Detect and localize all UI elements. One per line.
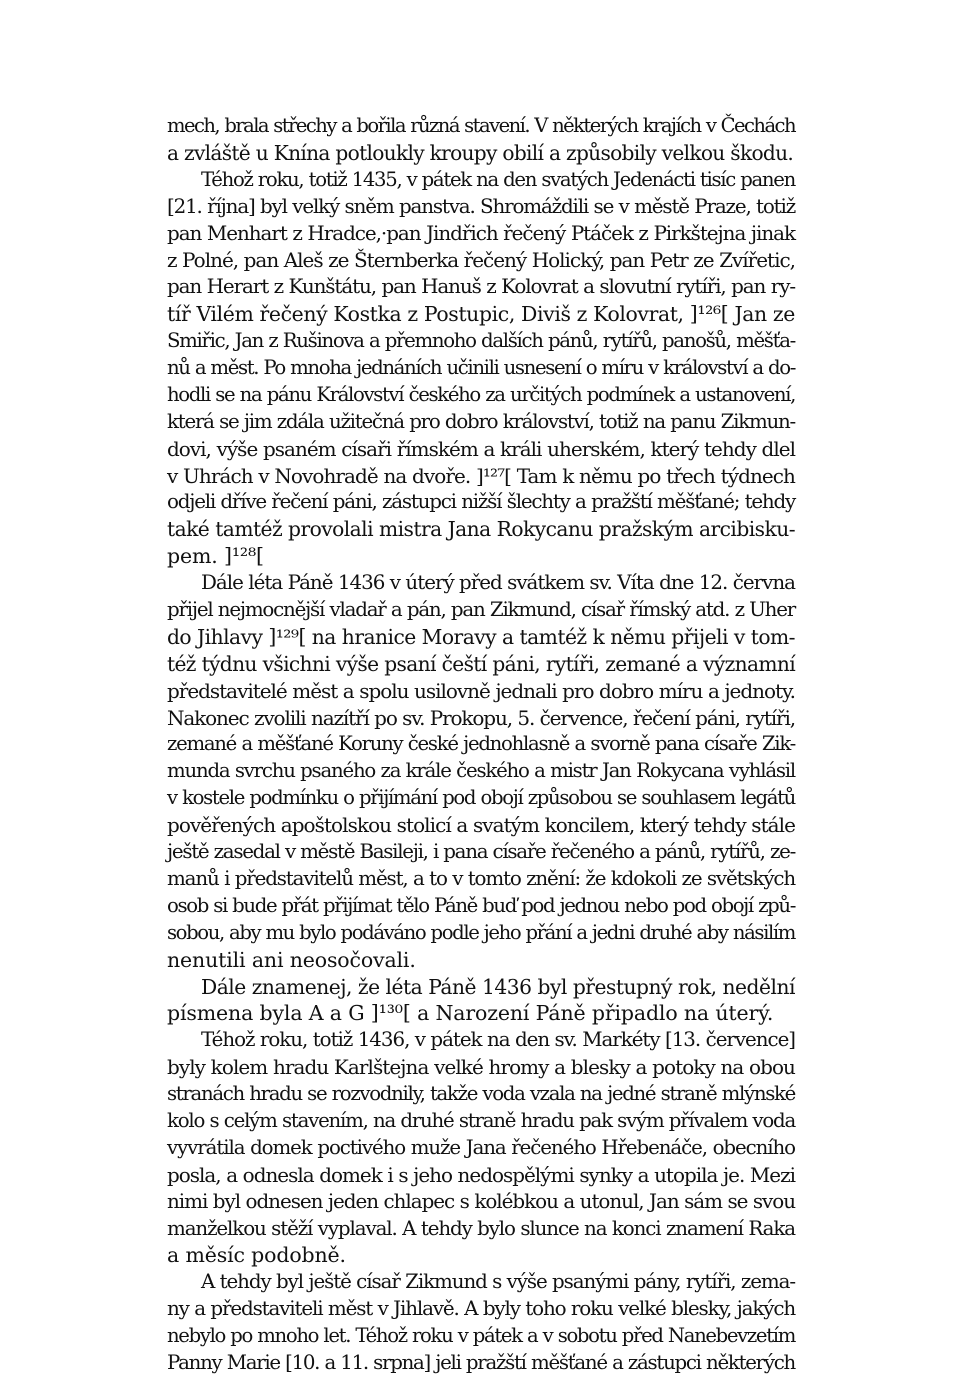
text-line: nenutili ani neosočovali. (167, 947, 416, 972)
text-line: ještě zasedal v městě Basileji, i pana císaře řečeného a pánů, rytířů, ze- (167, 840, 795, 864)
text-line: zemané a měšťané Koruny české jednohlasně a svorně pana císaře Zik- (167, 732, 795, 756)
body-text (167, 113, 795, 1377)
text-line: sobou, aby mu bylo podáváno podle jeho přání a jedni druhé aby násilím (167, 920, 795, 944)
text-line: manů i představitelů měst, a to v tomto znění: že kdokoli ze světských (167, 866, 795, 890)
text-line: ny a představiteli měst v Jihlavě. A byly toho roku velké blesky, jakých (167, 1297, 795, 1321)
text-line: Dále léta Páně 1436 v úterý před svátkem sv. Víta dne 12. června (201, 571, 795, 595)
text-line: do Jihlavy ]¹²⁹[ na hranice Moravy a tamtéž k němu přijeli v tom- (167, 624, 795, 649)
text-line: přijel nejmocnější vladař a pán, pan Zikmund, císař římský atd. z Uher (167, 598, 795, 622)
text-line: mech, brala střechy a bořila různá stavení. V některých krajích v Čechách (167, 114, 795, 137)
text-line: [21. října] byl velký sněm panstva. Shromáždili se v městě Praze, totiž (167, 194, 795, 218)
text-line: nů a měst. Po mnoha jednáních učinili usnesení o míru v království a do- (167, 356, 795, 380)
text-line: hodli se na pánu Království českého za určitých podmínek a ustanovení, (167, 382, 795, 406)
text-line: písmena byla A a G ]¹³⁰[ a Narození Páně připadlo na úterý. (167, 1001, 774, 1026)
text-line: Téhož roku, totiž 1436, v pátek na den sv. Markéty [13. července] (201, 1028, 795, 1052)
text-line: manželkou stěží vyplaval. A tehdy bylo slunce na konci znamení Raka (167, 1216, 795, 1240)
text-line: která se jim zdála užitečná pro dobro království, totiž na panu Zikmun- (167, 409, 795, 433)
text-line: stranách hradu se rozvodnily, takže voda vzala na jedné straně mlýnské (167, 1082, 795, 1106)
text-line: byly kolem hradu Karlštejna velké hromy a blesky a potoky na obou (167, 1055, 795, 1080)
text-line: munda svrchu psaného za krále českého a mistr Jan Rokycana vyhlásil (167, 759, 795, 783)
text-line: nebylo po mnoho let. Téhož roku v pátek a v sobotu před Nanebevzetím (167, 1324, 795, 1348)
text-line: pověřených apoštolskou stolicí a svatým koncilem, který tehdy stále (167, 813, 795, 838)
text-line: Smiřic, Jan z Rušinova a přemnoho dalších pánů, rytířů, panošů, měšťa- (167, 329, 795, 353)
text-line: představitelé měst a spolu usilovně jednali pro dobro míru a jednoty. (167, 678, 795, 703)
text-line: také tamtéž provolali mistra Jana Rokycanu pražským arcibisku- (167, 517, 795, 542)
text-line: Téhož roku, totiž 1435, v pátek na den svatých Jedenácti tisíc panen (201, 167, 795, 191)
text-line: tíř Vilém řečený Kostka z Postupic, Diviš z Kolovrat, ]¹²⁶[ Jan ze (167, 302, 795, 327)
text-line: Dále znamenej, že léta Páně 1436 byl přestupný rok, nedělní (201, 974, 795, 999)
text-line: A tehdy byl ještě císař Zikmund s výše psanými pány, rytíři, zema- (201, 1270, 795, 1294)
text-line: v Uhrách v Novohradě na dvoře. ]¹²⁷[ Tam k němu po třech týdnech (167, 463, 795, 488)
text-line: osob si bude přát přijímat tělo Páně buď pod jednou nebo pod obojí způ- (167, 893, 795, 917)
text-line: Panny Marie [10. a 11. srpna] jeli pražští měšťané a zástupci některých (167, 1350, 795, 1374)
text-line: nimi byl odnesen jeden chlapec s kolébkou a utonul, Jan sám se svou (167, 1189, 795, 1213)
text-line: dovi, výše psaném císaři římském a králi uherském, který tehdy dlel (167, 436, 795, 461)
text-line: pem. ]¹²⁸[ (167, 544, 264, 569)
text-line: vyvrátila domek poctivého muže Jana řečeného Hřebenáče, obecního (167, 1135, 795, 1159)
text-line: a měsíc podobně. (167, 1243, 346, 1268)
text-line: kolo s celým stavením, na druhé straně hradu pak svým přívalem voda (167, 1108, 795, 1132)
text-line: posla, a odnesla domek i s jeho nedospělými synky a utopila je. Mezi (167, 1162, 795, 1187)
text-line: též týdnu všichni výše psaní čeští páni, rytíři, zemané a významní (167, 651, 795, 676)
text-line: z Polné, pan Aleš ze Šternberka řečený Holický, pan Petr ze Zvířetic, (167, 248, 795, 273)
text-line: a zvláště u Knína potloukly kroupy obilí a způsobily velkou škodu. (167, 140, 794, 165)
text-line: pan Herart z Kunštátu, pan Hanuš z Kolovrat a slovutní rytíři, pan ry- (167, 275, 795, 299)
text-line: v kostele podmínku o přijímání pod obojí způsobou se souhlasem legátů (167, 786, 795, 810)
text-line: Nakonec zvolili nazítří po sv. Prokopu, 5. července, řečení páni, rytíři, (167, 705, 795, 730)
text-line: pan Menhart z Hradce,·pan Jindřich řečený Ptáček z Pirkštejna jinak (167, 221, 795, 245)
text-line: odjeli dříve řečení páni, zástupci nižší šlechty a pražští měšťané; tehdy (167, 490, 795, 514)
